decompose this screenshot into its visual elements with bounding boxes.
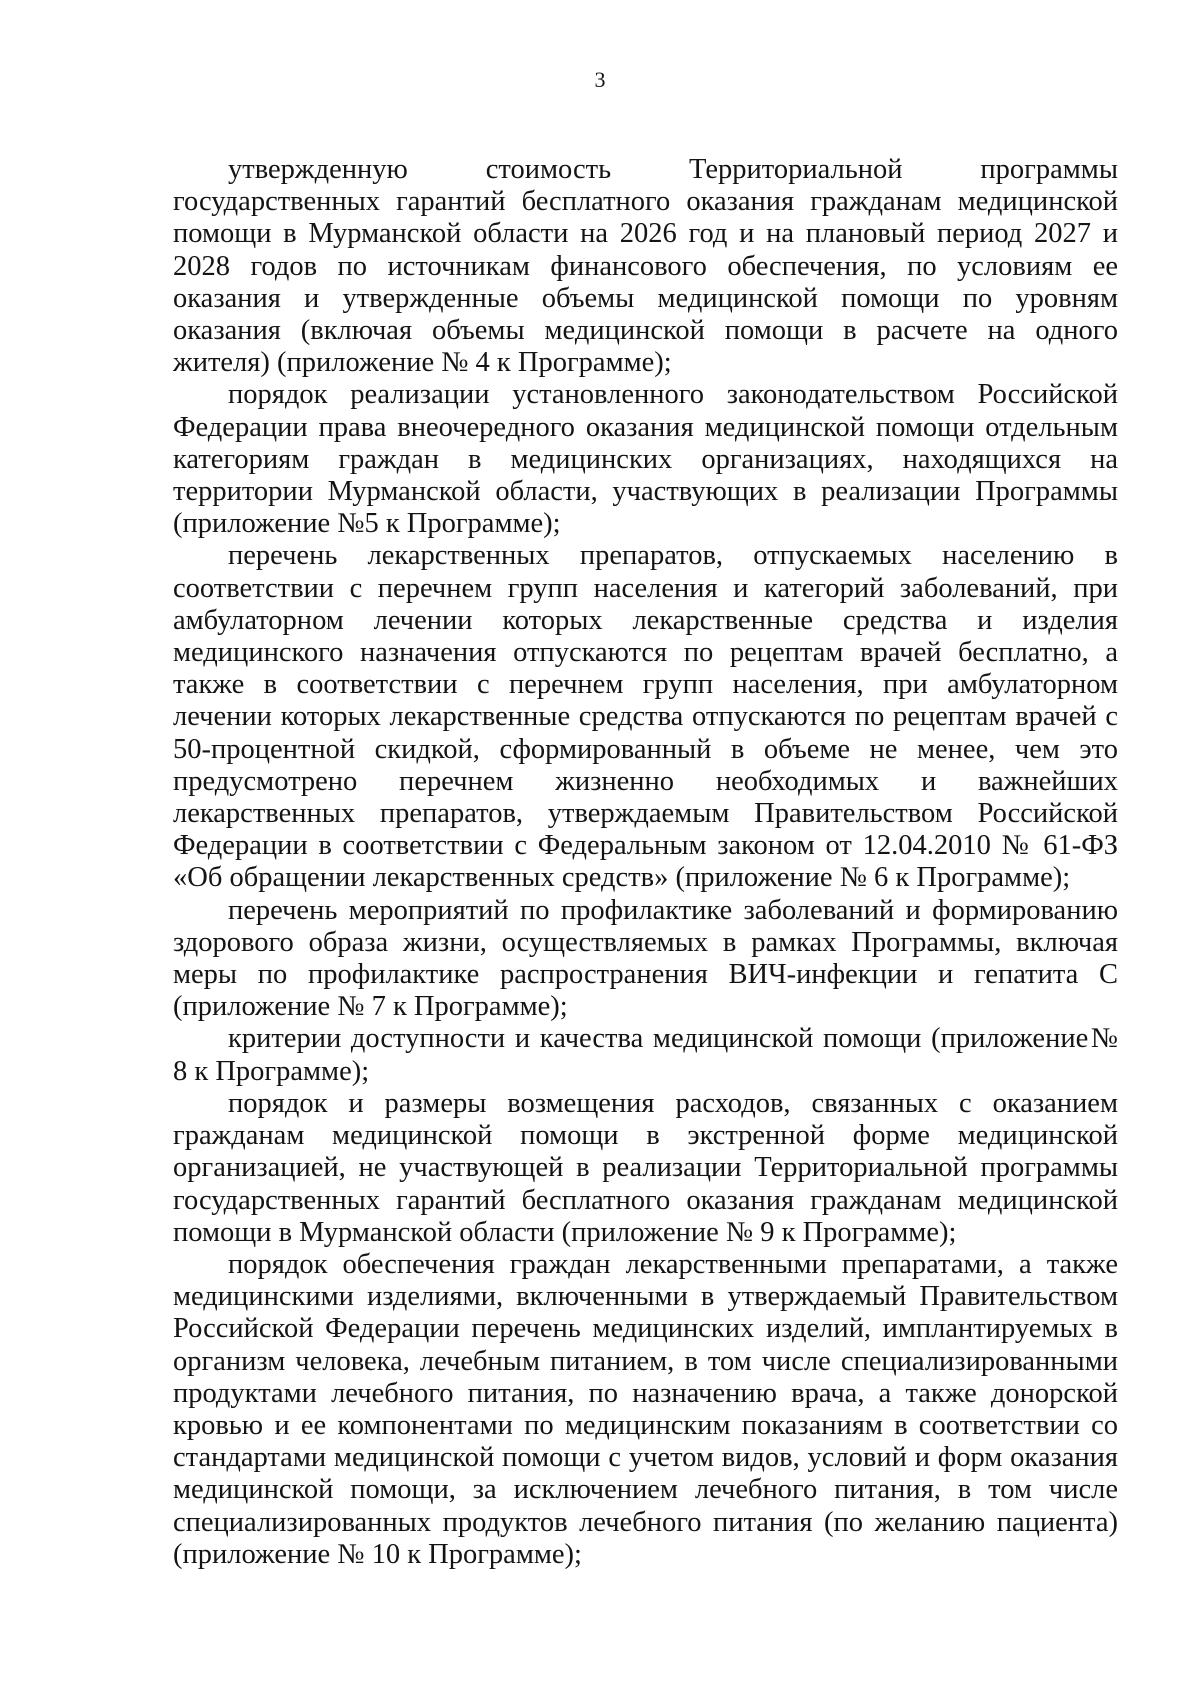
paragraph-priority-care: порядок реализации установленного законодательством Российской Федерации права внеочередного оказания медицинской помощи отдельным категориям граждан в медицинских организациях, находящихся на территории Мурманской области, участвующих в реализации Программы (приложение №5 к Программе); [173, 379, 1118, 540]
paragraph-drug-supply-procedure: порядок обеспечения граждан лекарственными препаратами, а также медицинскими изделиями, включенными в утверждаемый Правительством Российской Федерации перечень медицинских изделий, имплантируемых в организм человека, лечебным питанием, в том числе специализированными продуктами лечебного питания, по назначению врача, а также донорской кровью и ее компонентами по медицинским показаниям в соответствии со стандартами медицинской помощи с учетом видов, условий и форм оказания медицинской помощи, за исключением лечебного питания, в том числе специализированных продуктов лечебного питания (по желанию пациента) (приложение № 10 к Программе); [173, 1248, 1118, 1570]
paragraph-prevention-measures: перечень мероприятий по профилактике заболеваний и формированию здорового образа жизни, осуществляемых в рамках Программы, включая меры по профилактике распространения ВИЧ-инфекции и гепатита С (приложение № 7 к Программе); [173, 894, 1118, 1023]
paragraph-drug-list: перечень лекарственных препаратов, отпускаемых населению в соответствии с перечнем групп населения и категорий заболеваний, при амбулаторном лечении которых лекарственные средства и изделия медицинского назначения отпускаются по рецептам врачей бесплатно, а также в соответствии с перечнем групп населения, при амбулаторном лечении которых лекарственные средства отпускаются по рецептам врачей с 50-процентной скидкой, сформированный в объеме не менее, чем это предусмотрено перечнем жизненно необходимых и важнейших лекарственных препаратов, утверждаемым Правительством Российской Федерации в соответствии с Федеральным законом от 12.04.2010 № 61-ФЗ «Об обращении лекарственных средств» (приложение № 6 к Программе); [173, 540, 1118, 894]
paragraph-program-cost: утвержденную стоимость Территориальной программы государственных гарантий бесплатного оказания гражданам медицинской помощи в Мурманской области на 2026 год и на плановый период 2027 и 2028 годов по источникам финансового обеспечения, по условиям ее оказания и утвержденные объемы медицинской помощи по уровням оказания (включая объемы медицинской помощи в расчете на одного жителя) (приложение № 4 к Программе); [173, 154, 1118, 379]
document-body [173, 154, 1118, 1571]
paragraph-quality-criteria: критерии доступности и качества медицинской помощи (приложение№ 8 к Программе); [173, 1023, 1118, 1087]
page-number: 3 [594, 67, 606, 92]
paragraph-emergency-reimbursement: порядок и размеры возмещения расходов, связанных с оказанием гражданам медицинской помощи в экстренной форме медицинской организацией, не участвующей в реализации Территориальной программы государственных гарантий бесплатного оказания гражданам медицинской помощи в Мурманской области (приложение № 9 к Программе); [173, 1087, 1118, 1248]
